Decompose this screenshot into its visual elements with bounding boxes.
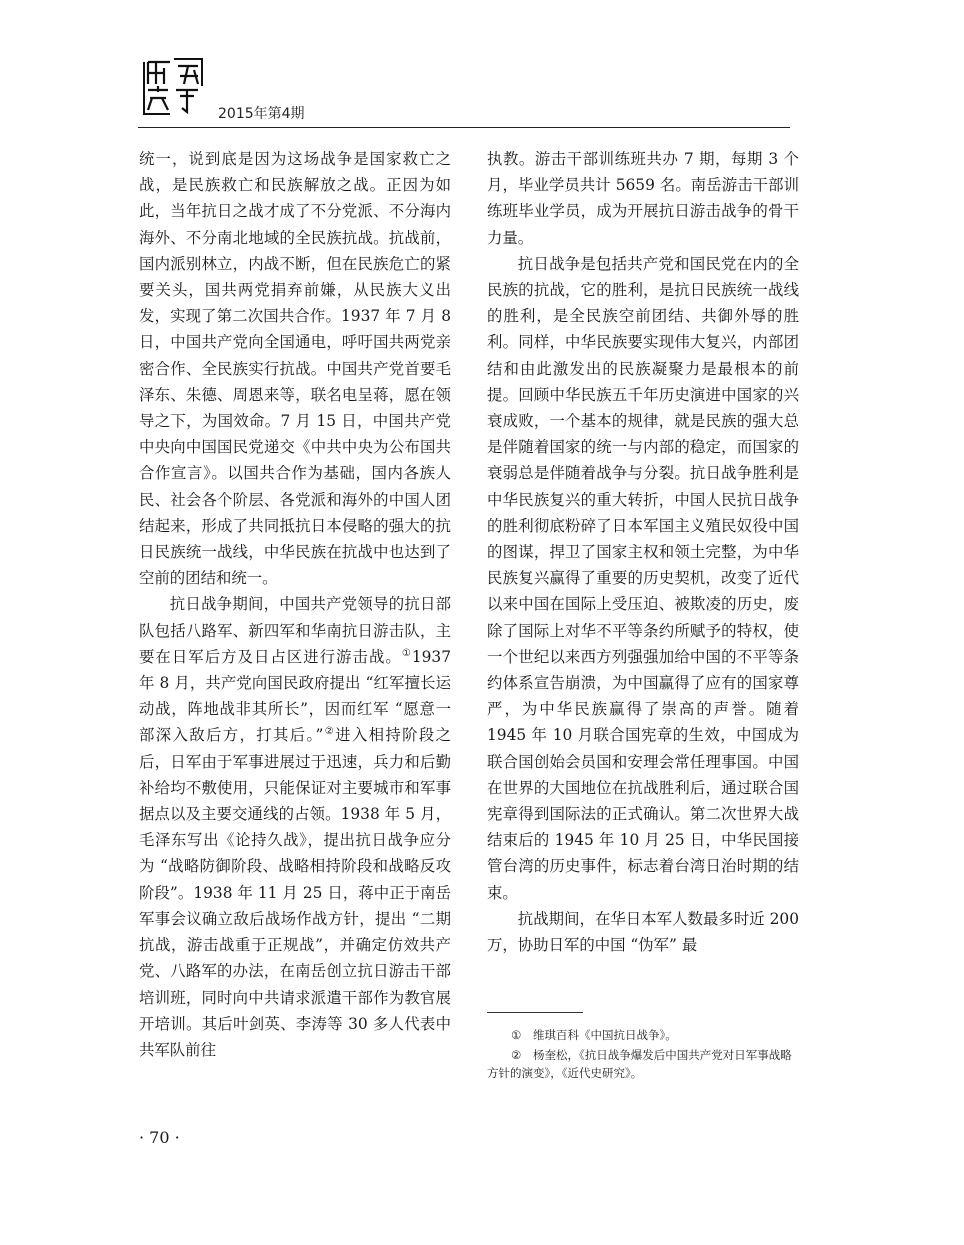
footnotes bbox=[487, 1026, 799, 1084]
right-paragraph-1: 执教。游击干部训练班共办 7 期，每期 3 个月，毕业学员共计 5659 名。南岳游击干部训练班毕业学员，成为开展抗日游击战争的骨干力量。 bbox=[487, 150, 799, 247]
footnote-ref-1[interactable]: ① bbox=[401, 647, 412, 659]
header-rule bbox=[138, 127, 790, 128]
footnote-2-text: 杨奎松，《抗日战争爆发后中国共产党对日军事战略方针的演变》，《近代史研究》。 bbox=[487, 1048, 792, 1080]
left-paragraph-2-part-b: 1937 年 8 月，共产党向国民政府提出 “红军擅长运动战，阵地战非其所长”，因而红军 “愿意一部深入敌后方，打其后。” bbox=[139, 647, 451, 745]
right-paragraph-2: 抗日战争是包括共产党和国民党在内的全民族的抗战，它的胜利，是抗日民族统一战线的胜利，是全民族空前团结、共御外辱的胜利。同样，中华民族要实现伟大复兴，内部团结和由此激发出的民族凝聚力是最根本的前提。回顾中华民族五千年历史演进中国家的兴衰成败，一个基本的规律，就是民族的强大总是伴随着国家的统一与内部的稳定，而国家的衰弱总是伴随着战争与分裂。抗日战争胜利是中华民族复兴的重大转折，中国人民抗日战争的胜利彻底粉碎了日本军国主义殖民奴役中国的图谋，捍卫了国家主权和领土完整，为中华民族复兴赢得了重要的历史契机，改变了近代以来中国在国际上受压迫、被欺凌的历史，废除了国际上对华不平等条约所赋予的特权，使一个世纪以来西方列强强加给中国的不平等条约体系宣告崩溃，为中国赢得了应有的国家尊严，为中华民族赢得了崇高的声誉。随着 1945 年 10 月联合国宪章的生效，中国成为联合国创始会员国和安理会常任理事国。中国在世界的大国地位在抗战胜利后，通过联合国宪章得到国际法的正式确认。第二次世界大战结束后的 1945 年 10 月 25 日，中华民国接管台湾的历史事件，标志着台湾日治时期的结束。 bbox=[487, 254, 799, 902]
footnote-rule bbox=[487, 1012, 583, 1013]
footnote-1 bbox=[487, 1026, 799, 1044]
page-number: · 70 · bbox=[139, 1128, 180, 1147]
right-column bbox=[487, 146, 799, 958]
footnote-ref-2[interactable]: ② bbox=[323, 726, 336, 738]
journal-logo bbox=[140, 56, 206, 118]
right-paragraph-3: 抗战期间，在华日本军人数最多时近 200 万，协助日军的中国 “伪军” 最 bbox=[487, 909, 799, 955]
footnote-1-number: ① bbox=[511, 1028, 522, 1042]
left-column bbox=[139, 146, 451, 1063]
footnote-2-number: ② bbox=[511, 1048, 522, 1062]
footnote-2 bbox=[487, 1046, 799, 1082]
left-paragraph-2-part-c: 进入相持阶段之后，日军由于军事进展过于迅速，兵力和后勤补给均不敷使用，只能保证对主要城市和军事据点以及主要交通线的占领。1938 年 5 月，毛泽东写出《论持久战》，提出抗日战争应分为 “战略防御阶段、战略相持阶段和战略反攻阶段”。1938 年 11 月 25 日，蒋中正于南岳军事会议确立敌后战场作战方针，提出 “二期抗战，游击战重于正规战”，并确定仿效共产党、八路军的办法，在南岳创立抗日游击干部培训班，同时向中共请求派遣干部作为教官展开培训。其后叶剑英、李涛等 30 多人代表中共军队前往 bbox=[139, 726, 451, 1059]
left-paragraph-2 bbox=[139, 591, 451, 1063]
left-paragraph-2-part-a: 抗日战争期间，中国共产党领导的抗日部队包括八路军、新四军和华南抗日游击队，主要在日军后方及日占区进行游击战。 bbox=[139, 595, 451, 666]
footnote-1-text: 维琪百科《中国抗日战争》。 bbox=[533, 1028, 677, 1042]
left-paragraph-1: 统一，说到底是因为这场战争是国家救亡之战，是民族救亡和民族解放之战。正因为如此，当年抗日之战才成了不分党派、不分海内海外、不分南北地域的全民族抗战。抗战前，国内派别林立，内战不断，但在民族危亡的紧要关头，国共两党捐弃前嫌，从民族大义出发，实现了第二次国共合作。1937 年 7 月 8 日，中国共产党向全国通电，呼吁国共两党亲密合作、全民族实行抗战。中国共产党首要毛泽东、朱德、周恩来等，联名电呈蒋，愿在领导之下，为国效命。7 月 15 日，中国共产党中央向中国国民党递交《中共中央为公布国共合作宣言》。以国共合作为基础，国内各族人民、社会各个阶层、各党派和海外的中国人团结起来，形成了共同抵抗日本侵略的强大的抗日民族统一战线，中华民族在抗战中也达到了空前的团结和统一。 bbox=[139, 150, 451, 588]
issue-label: 2015年第4期 bbox=[218, 106, 305, 122]
